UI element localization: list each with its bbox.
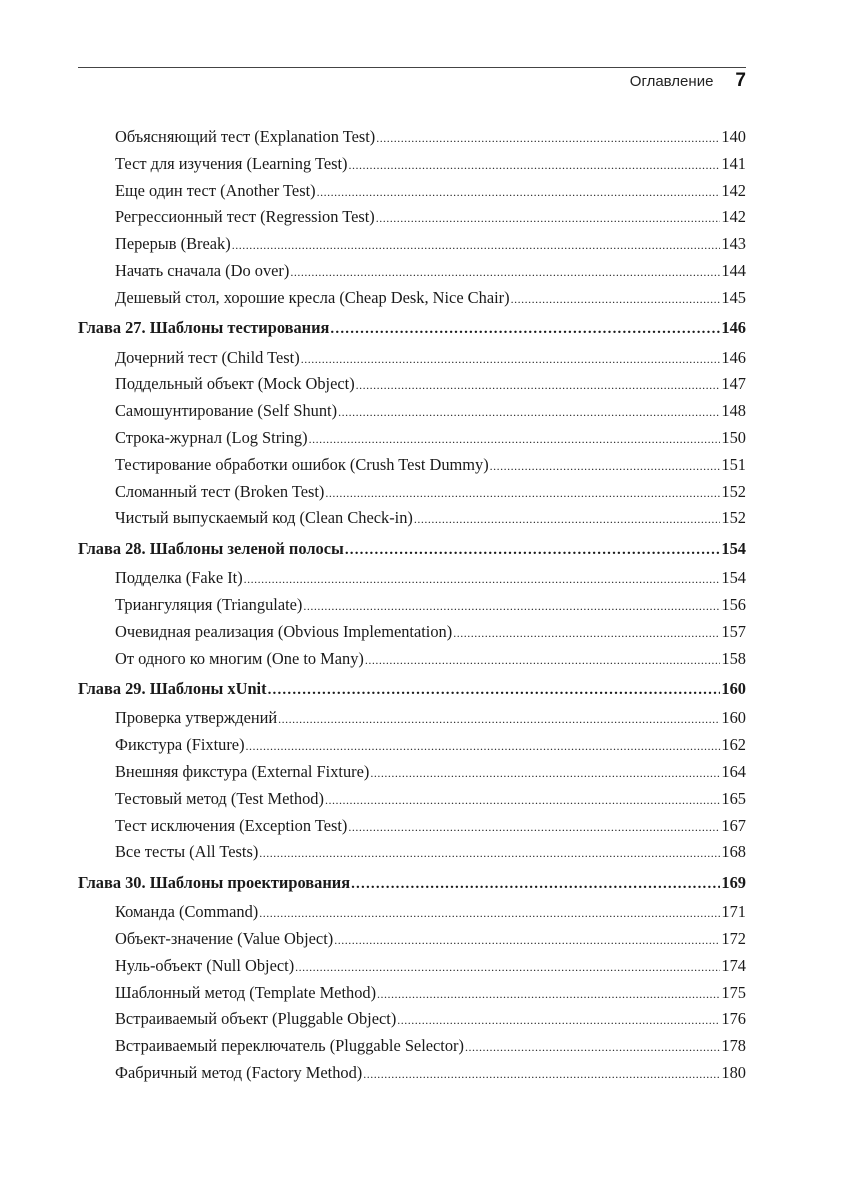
toc-entry-page: 171 bbox=[721, 902, 746, 922]
toc-entry-page: 146 bbox=[721, 347, 746, 367]
toc-entry-title: Начать сначала (Do over) bbox=[115, 260, 290, 280]
toc-entry-page: 140 bbox=[721, 127, 746, 146]
toc-entry-page: 167 bbox=[721, 815, 746, 835]
toc-entry-title: Нуль-объект (Null Object) bbox=[115, 955, 295, 975]
toc-section-entry[interactable] bbox=[78, 813, 746, 840]
toc-entry-title: Дочерний тест (Child Test) bbox=[115, 347, 300, 367]
toc-section-entry[interactable] bbox=[78, 646, 746, 673]
toc-section-entry[interactable] bbox=[78, 619, 746, 646]
dot-leader bbox=[325, 479, 720, 507]
toc-entry-title: Триангуляция (Triangulate) bbox=[115, 594, 303, 614]
dot-leader bbox=[349, 151, 721, 179]
toc-section-entry[interactable] bbox=[78, 425, 746, 452]
toc-entry-title: Подделка (Fake It) bbox=[115, 568, 243, 588]
toc-entry-title: Фабричный метод (Factory Method) bbox=[115, 1062, 363, 1082]
dot-leader bbox=[259, 899, 720, 927]
toc-entry-page: 178 bbox=[721, 1036, 746, 1056]
toc-entry-page: 176 bbox=[721, 1009, 746, 1029]
toc-entry-title: Проверка утверждений bbox=[115, 708, 278, 728]
dot-leader bbox=[453, 619, 720, 647]
dot-leader bbox=[490, 452, 721, 480]
toc-entry-title: Чистый выпускаемый код (Clean Check-in) bbox=[115, 508, 413, 528]
toc-section-entry[interactable] bbox=[78, 479, 746, 506]
toc-entry-title: Строка-журнал (Log String) bbox=[115, 427, 308, 447]
dot-leader bbox=[268, 675, 721, 704]
toc-chapter-entry[interactable] bbox=[78, 314, 746, 342]
dot-leader bbox=[377, 980, 720, 1008]
toc-entry-title: Поддельный объект (Mock Object) bbox=[115, 374, 355, 394]
toc-section-entry[interactable] bbox=[78, 371, 746, 398]
toc-entry-title: Очевидная реализация (Obvious Implementation) bbox=[115, 621, 453, 641]
toc-section-entry[interactable] bbox=[78, 899, 746, 926]
dot-leader bbox=[511, 285, 721, 313]
toc-entry-page: 160 bbox=[721, 708, 746, 728]
dot-leader bbox=[330, 314, 720, 343]
toc-entry-title: Тестирование обработки ошибок (Crush Test Dummy) bbox=[115, 454, 489, 474]
toc-entry-page: 141 bbox=[721, 153, 746, 173]
toc-section-entry[interactable] bbox=[78, 953, 746, 980]
toc-entry-title: Перерыв (Break) bbox=[115, 234, 231, 254]
dot-leader bbox=[232, 231, 721, 259]
toc-entry-page: 152 bbox=[721, 481, 746, 501]
toc-entry-page: 180 bbox=[721, 1062, 746, 1082]
toc-chapter-entry[interactable] bbox=[78, 675, 746, 703]
toc-section-entry[interactable] bbox=[78, 1033, 746, 1060]
dot-leader bbox=[465, 1033, 720, 1061]
toc-entry-page: 168 bbox=[721, 842, 746, 862]
toc-entry-page: 157 bbox=[721, 621, 746, 641]
toc-entry-page: 145 bbox=[721, 287, 746, 307]
toc-section-entry[interactable] bbox=[78, 786, 746, 813]
toc-section-entry[interactable] bbox=[78, 178, 746, 205]
toc-section-entry[interactable] bbox=[78, 565, 746, 592]
toc-entry-page: 148 bbox=[721, 401, 746, 421]
toc-entry-title: Объект-значение (Value Object) bbox=[115, 928, 334, 948]
page-number: 7 bbox=[735, 70, 746, 91]
toc-section-entry[interactable] bbox=[78, 231, 746, 258]
toc-entry-title: Внешняя фикстура (External Fixture) bbox=[115, 761, 370, 781]
toc-entry-title: Встраиваемый переключатель (Pluggable Selector) bbox=[115, 1036, 464, 1056]
toc-entry-page: 146 bbox=[721, 318, 746, 338]
toc-section-entry[interactable] bbox=[78, 1006, 746, 1033]
dot-leader bbox=[278, 705, 720, 733]
dot-leader bbox=[317, 178, 721, 206]
toc-entry-title: Команда (Command) bbox=[115, 902, 259, 922]
toc-entry-title: Встраиваемый объект (Pluggable Object) bbox=[115, 1009, 397, 1029]
toc-entry-page: 150 bbox=[721, 427, 746, 447]
toc-section-entry[interactable] bbox=[78, 204, 746, 231]
table-of-contents bbox=[78, 124, 746, 1087]
dot-leader bbox=[338, 398, 720, 426]
toc-chapter-entry[interactable] bbox=[78, 869, 746, 897]
toc-entry-page: 174 bbox=[721, 955, 746, 975]
toc-entry-title: От одного ко многим (One to Many) bbox=[115, 648, 364, 668]
toc-section-entry[interactable] bbox=[78, 398, 746, 425]
toc-entry-page: 147 bbox=[721, 374, 746, 394]
dot-leader bbox=[301, 345, 721, 373]
toc-section-entry[interactable] bbox=[78, 124, 746, 151]
toc-entry-title: Тестовый метод (Test Method) bbox=[115, 788, 324, 808]
toc-entry-page: 162 bbox=[721, 735, 746, 755]
toc-section-entry[interactable] bbox=[78, 732, 746, 759]
toc-entry-title: Тест для изучения (Learning Test) bbox=[115, 153, 348, 173]
running-header bbox=[78, 70, 746, 96]
toc-entry-page: 172 bbox=[721, 928, 746, 948]
toc-entry-page: 154 bbox=[721, 538, 746, 558]
dot-leader bbox=[356, 371, 721, 399]
toc-section-entry[interactable] bbox=[78, 592, 746, 619]
toc-section-entry[interactable] bbox=[78, 452, 746, 479]
toc-entry-title: Самошунтирование (Self Shunt) bbox=[115, 401, 338, 421]
dot-leader bbox=[290, 258, 720, 286]
dot-leader bbox=[376, 204, 721, 232]
dot-leader bbox=[376, 124, 720, 152]
toc-section-entry[interactable] bbox=[78, 926, 746, 953]
toc-entry-page: 152 bbox=[721, 508, 746, 528]
dot-leader bbox=[259, 839, 720, 867]
toc-entry-page: 142 bbox=[721, 180, 746, 200]
toc-section-entry[interactable] bbox=[78, 151, 746, 178]
running-header-title: Оглавление bbox=[629, 73, 714, 90]
toc-entry-page: 156 bbox=[721, 594, 746, 614]
dot-leader bbox=[345, 535, 721, 564]
toc-entry-title: Фикстура (Fixture) bbox=[115, 735, 245, 755]
dot-leader bbox=[414, 505, 721, 533]
toc-entry-title: Глава 28. Шаблоны зеленой полосы bbox=[78, 538, 344, 558]
toc-section-entry[interactable] bbox=[78, 258, 746, 285]
toc-entry-title: Глава 27. Шаблоны тестирования bbox=[78, 318, 330, 338]
toc-entry-title: Объясняющий тест (Explanation Test) bbox=[115, 127, 376, 146]
dot-leader bbox=[370, 759, 720, 787]
toc-section-entry[interactable] bbox=[78, 505, 746, 532]
toc-section-entry[interactable] bbox=[78, 759, 746, 786]
toc-entry-page: 175 bbox=[721, 982, 746, 1002]
dot-leader bbox=[334, 926, 720, 954]
toc-section-entry[interactable] bbox=[78, 705, 746, 732]
header-rule bbox=[78, 67, 746, 68]
dot-leader bbox=[246, 732, 721, 760]
dot-leader bbox=[244, 565, 721, 593]
dot-leader bbox=[325, 786, 720, 814]
toc-entry-page: 165 bbox=[721, 788, 746, 808]
toc-entry-title: Дешевый стол, хорошие кресла (Cheap Desk, Nice Chair) bbox=[115, 287, 510, 307]
toc-entry-page: 154 bbox=[721, 568, 746, 588]
dot-leader bbox=[365, 646, 721, 674]
toc-entry-page: 142 bbox=[721, 207, 746, 227]
toc-entry-page: 151 bbox=[721, 454, 746, 474]
toc-section-entry[interactable] bbox=[78, 839, 746, 866]
toc-entry-page: 160 bbox=[721, 678, 746, 698]
toc-entry-title: Еще один тест (Another Test) bbox=[115, 180, 316, 200]
dot-leader bbox=[348, 813, 720, 841]
toc-section-entry[interactable] bbox=[78, 285, 746, 312]
dot-leader bbox=[397, 1006, 720, 1034]
toc-section-entry[interactable] bbox=[78, 345, 746, 372]
dot-leader bbox=[303, 592, 720, 620]
toc-chapter-entry[interactable] bbox=[78, 535, 746, 563]
toc-entry-title: Регрессионный тест (Regression Test) bbox=[115, 207, 375, 227]
dot-leader bbox=[295, 953, 720, 981]
dot-leader bbox=[351, 869, 720, 898]
toc-entry-page: 158 bbox=[721, 648, 746, 668]
dot-leader bbox=[309, 425, 721, 453]
toc-entry-title: Сломанный тест (Broken Test) bbox=[115, 481, 325, 501]
toc-entry-page: 164 bbox=[721, 761, 746, 781]
toc-entry-page: 144 bbox=[721, 260, 746, 280]
toc-section-entry[interactable] bbox=[78, 980, 746, 1007]
toc-entry-title: Глава 29. Шаблоны xUnit bbox=[78, 678, 267, 698]
toc-entry-title: Все тесты (All Tests) bbox=[115, 842, 259, 862]
toc-entry-page: 143 bbox=[721, 234, 746, 254]
toc-section-entry[interactable] bbox=[78, 1060, 746, 1087]
toc-entry-title: Тест исключения (Exception Test) bbox=[115, 815, 348, 835]
toc-entry-page: 169 bbox=[721, 872, 746, 892]
toc-entry-title: Глава 30. Шаблоны проектирования bbox=[78, 872, 351, 892]
dot-leader bbox=[363, 1060, 720, 1088]
toc-entry-title: Шаблонный метод (Template Method) bbox=[115, 982, 377, 1002]
